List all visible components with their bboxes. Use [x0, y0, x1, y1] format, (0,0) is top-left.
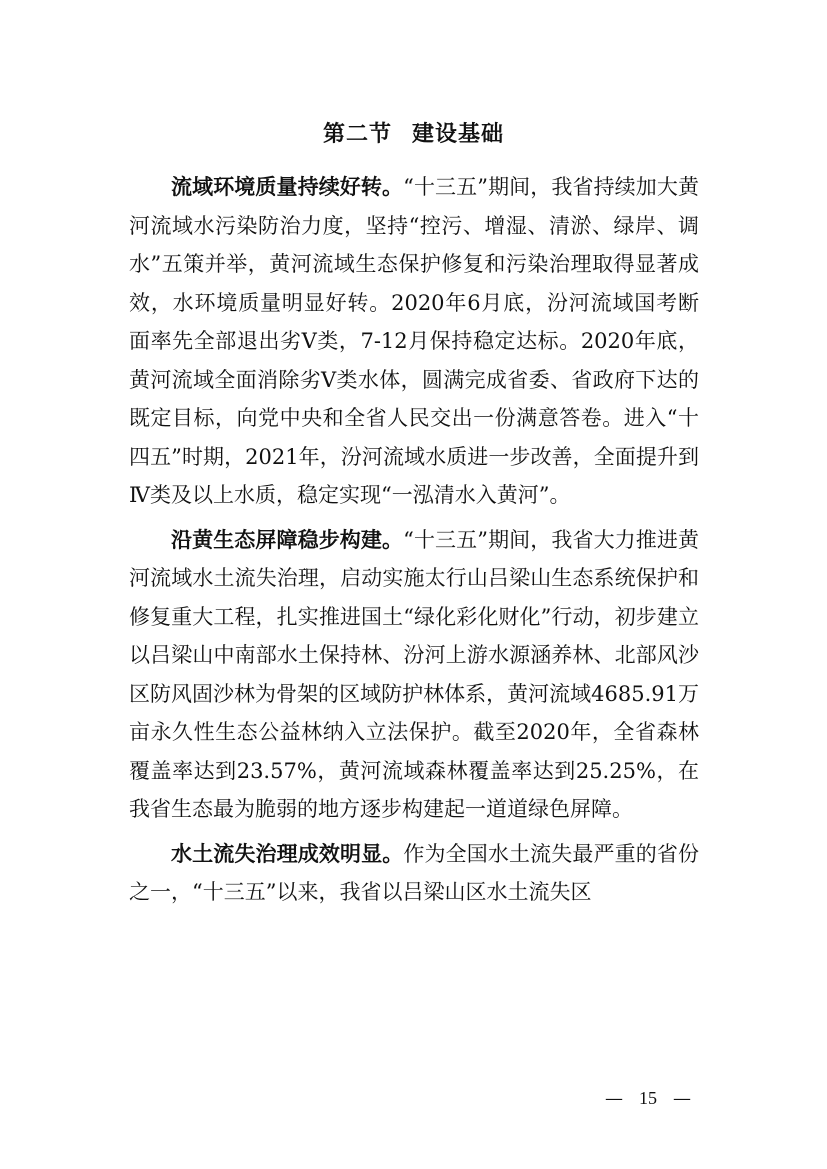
page-footer	[605, 1086, 691, 1111]
paragraph-water-quality	[129, 168, 699, 515]
footer-dash-right: —	[673, 1088, 691, 1109]
section-heading	[0, 117, 827, 151]
footer-dash-left: —	[605, 1088, 623, 1109]
body-text	[129, 168, 699, 918]
paragraph-lead: 沿黄生态屏障稳步构建。	[171, 526, 404, 552]
paragraph-lead: 水土流失治理成效明显。	[171, 840, 404, 866]
page-number: 15	[639, 1088, 657, 1108]
paragraph-body: 作为全国水土流失最严重的省份之一，“十三五”以来，我省以吕梁山区水土流失区	[129, 841, 699, 904]
paragraph-body: “十三五”期间，我省持续加大黄河流域水污染防治力度，坚持“控污、增湿、清淤、绿岸、调水”五策并举，黄河流域生态保护修复和污染治理取得显著成效，水环境质量明显好转。2020年6月底，汾河流域国考断面率先全部退出劣Ⅴ类，7-12月保持稳定达标。2020年底，黄河流域全面消除劣Ⅴ类水体，圆满完成省委、省政府下达的既定目标，向党中央和全省人民交出一份满意答卷。进入“十四五”时期，2021年，汾河流域水质进一步改善，全面提升到Ⅳ类及以上水质，稳定实现“一泓清水入黄河”。	[129, 175, 699, 507]
paragraph-lead: 流域环境质量持续好转。	[171, 174, 404, 199]
paragraph-ecological-barrier	[129, 521, 699, 829]
section-title-text: 建设基础	[412, 121, 505, 147]
paragraph-body: “十三五”期间，我省大力推进黄河流域水土流失治理，启动实施太行山吕梁山生态系统保护和修复重大工程，扎实推进国土“绿化彩化财化”行动，初步建立以吕梁山中南部水土保持林、汾河上游水源涵养林、北部风沙区防风固沙林为骨架的区域防护林体系，黄河流域4685.91万亩永久性生态公益林纳入立法保护。截至2020年，全省森林覆盖率达到23.57%，黄河流域森林覆盖率达到25.25%，在我省生态最为脆弱的地方逐步构建起一道道绿色屏障。	[129, 527, 699, 821]
paragraph-soil-erosion	[129, 835, 699, 912]
section-number: 第二节	[322, 121, 392, 147]
